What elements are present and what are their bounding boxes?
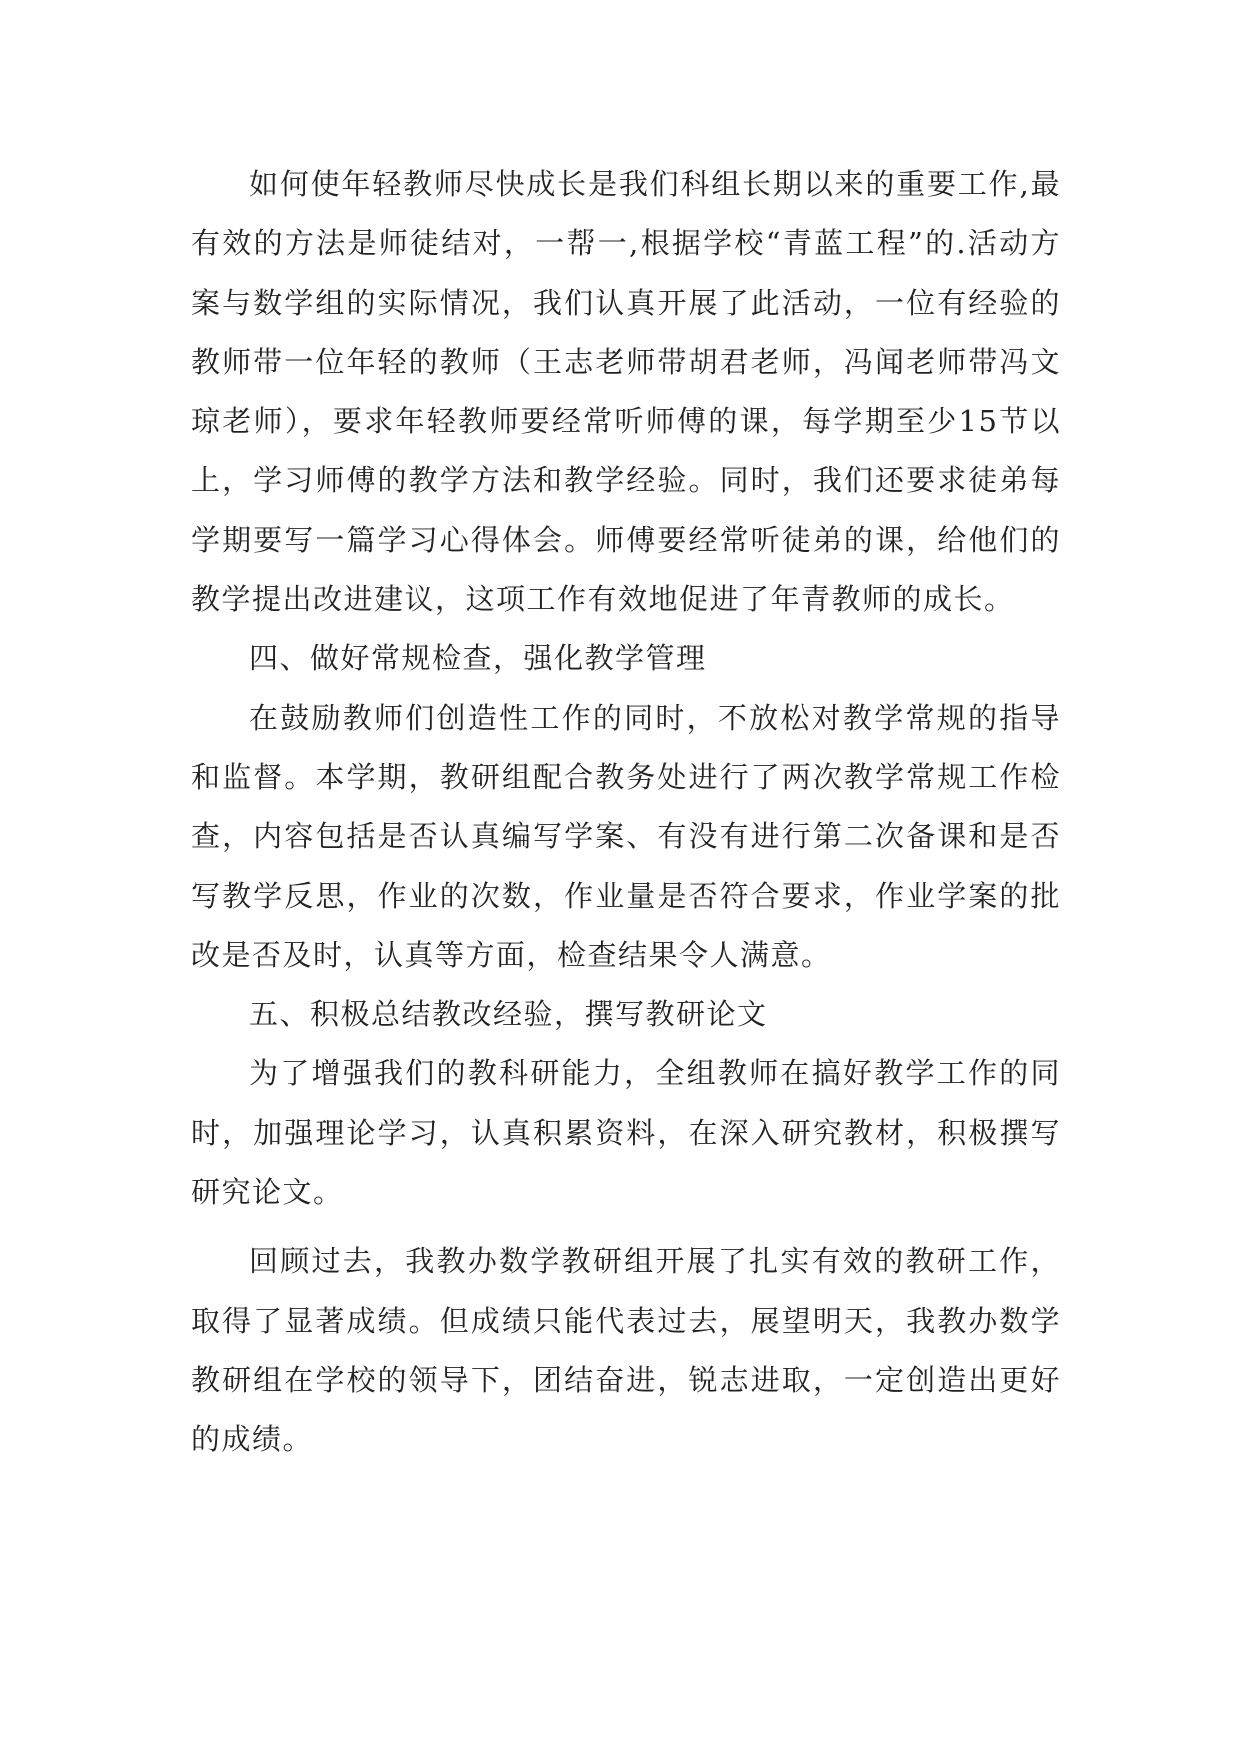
- section-heading-research-papers: 五、积极总结教改经验，撰写教研论文: [249, 997, 768, 1032]
- paragraph-conclusion: 回顾过去，我教办数学教研组开展了扎实有效的教研工作，取得了显著成绩。但成绩只能代表过去，展望明天，我教办数学教研组在学校的领导下，团结奋进，锐志进取，一定创造出更好的成绩。: [191, 1244, 1061, 1457]
- section-heading-routine-inspection: 四、做好常规检查，强化教学管理: [249, 641, 707, 676]
- paragraph-routine-inspection: 在鼓励教师们创造性工作的同时，不放松对教学常规的指导和监督。本学期，教研组配合教务处进行了两次教学常规工作检查，内容包括是否认真编写学案、有没有进行第二次备课和是否写教学反思，作业的次数，作业量是否符合要求，作业学案的批改是否及时，认真等方面，检查结果令人满意。: [191, 700, 1061, 972]
- paragraph-mentoring: 如何使年轻教师尽快成长是我们科组长期以来的重要工作,最有效的方法是师徒结对，一帮一,根据学校“青蓝工程”的.活动方案与数学组的实际情况，我们认真开展了此活动，一位有经验的教师带一位年轻的教师（王志老师带胡君老师，冯闻老师带冯文琼老师），要求年轻教师要经常听师傅的课，每学期至少15节以上，学习师傅的教学方法和教学经验。同时，我们还要求徒弟每学期要写一篇学习心得体会。师傅要经常听徒弟的课，给他们的教学提出改进建议，这项工作有效地促进了年青教师的成长。: [191, 167, 1061, 617]
- document-body: [191, 155, 1061, 1470]
- paragraph-research-papers: 为了增强我们的教科研能力，全组教师在搞好教学工作的同时，加强理论学习，认真积累资料，在深入研究教材，积极撰写研究论文。: [191, 1056, 1061, 1210]
